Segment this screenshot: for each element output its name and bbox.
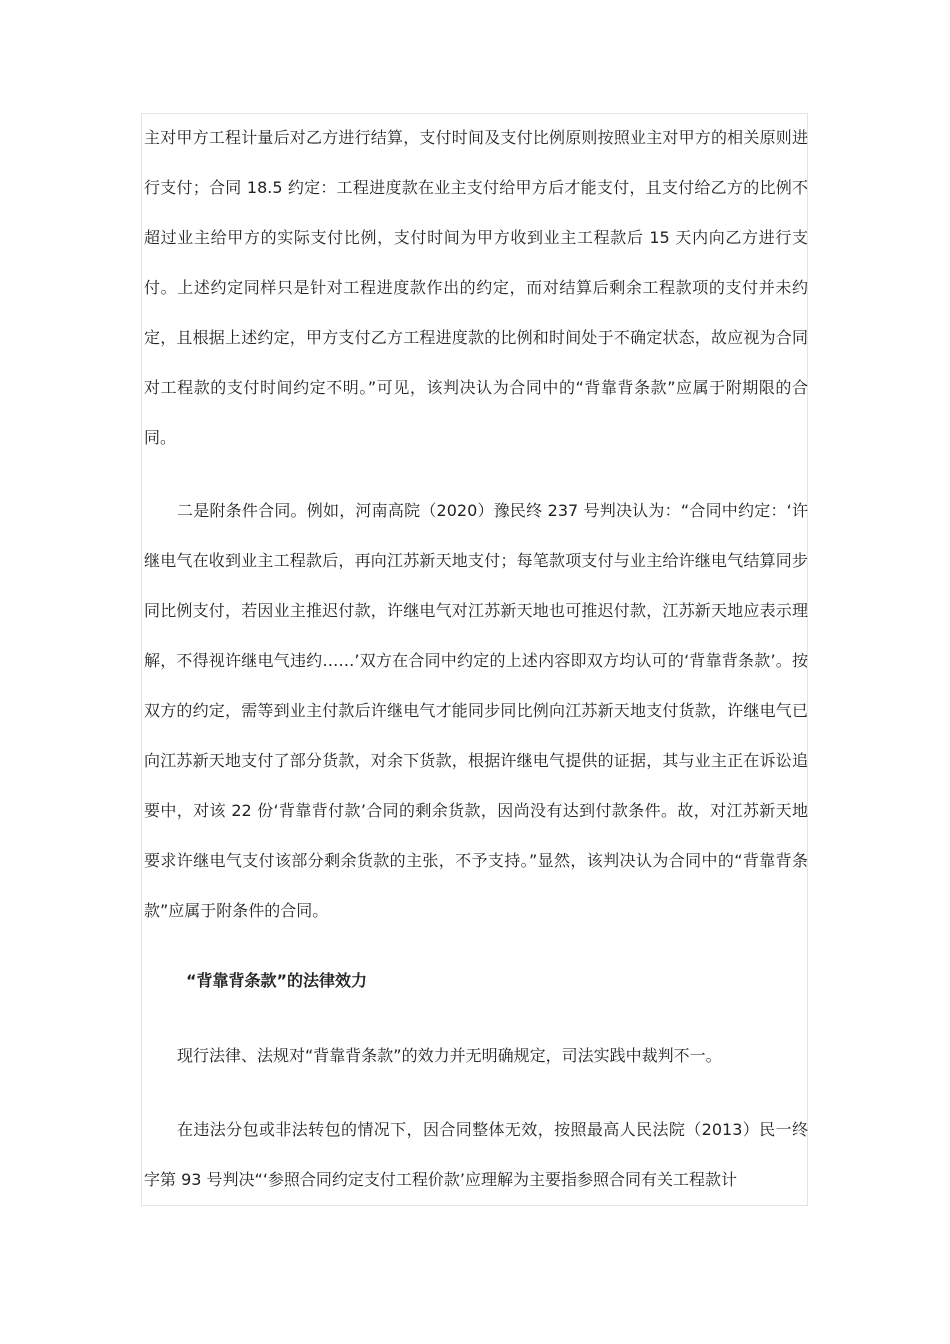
paragraph-conditional-contract: 二是附条件合同。例如，河南高院（2020）豫民终 237 号判决认为：“合同中约定：‘许继电气在收到业主工程款后，再向江苏新天地支付；每笔款项支付与业主给许继电气结算同步同比例支付，若因业主推迟付款，许继电气对江苏新天地也可推迟付款，江苏新天地应表示理解，不得视许继电气违约……’双方在合同中约定的上述内容即双方均认可的‘背靠背条款’。按双方的约定，需等到业主付款后许继电气才能同步同比例向江苏新天地支付货款，许继电气已向江苏新天地支付了部分货款，对余下货款，根据许继电气提供的证据，其与业主正在诉讼追要中，对该 22 份‘背靠背付款’合同的剩余货款，因尚没有达到付款条件。故，对江苏新天地要求许继电气支付该部分剩余货款的主张，不予支持。”显然，该判决认为合同中的“背靠背条款”应属于附条件的合同。 — [144, 501, 808, 920]
paragraph-illegal-subcontract: 在违法分包或非法转包的情况下，因合同整体无效，按照最高人民法院（2013）民一终字第 93 号判决“‘参照合同约定支付工程价款’应理解为主要指参照合同有关工程款计 — [144, 1120, 808, 1189]
document-body — [144, 113, 808, 1205]
paragraph-deadline-contract: 主对甲方工程计量后对乙方进行结算，支付时间及支付比例原则按照业主对甲方的相关原则进行支付；合同 18.5 约定：工程进度款在业主支付给甲方后才能支付，且支付给乙方的比例不超过业主给甲方的实际支付比例，支付时间为甲方收到业主工程款后 15 天内向乙方进行支付。上述约定同样只是针对工程进度款作出的约定，而对结算后剩余工程款项的支付并未约定，且根据上述约定，甲方支付乙方工程进度款的比例和时间处于不确定状态，故应视为合同对工程款的支付时间约定不明。”可见，该判决认为合同中的“背靠背条款”应属于附期限的合同。 — [144, 128, 808, 447]
paragraph-legal-effect: 现行法律、法规对“背靠背条款”的效力并无明确规定，司法实践中裁判不一。 — [177, 1046, 722, 1065]
section-heading: “背靠背条款”的法律效力 — [186, 971, 368, 990]
